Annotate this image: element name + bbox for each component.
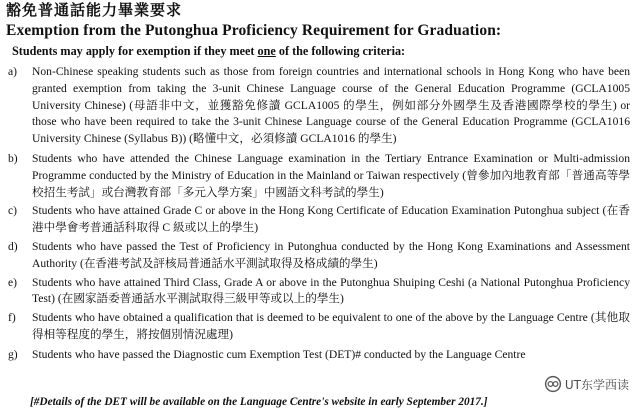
item-text: Non-Chinese speaking students such as those from foreign countries and international schools in Hong Kong who have been granted exemption from taking the 3-unit Chinese Language course of the General Education Programme (GCLA1005 University Chinese) (母語非中文，並獲豁免修讀 GCLA1005 的學生，例如部分外國學生及香港國際學校的學生) or those who have been required to take the 3-unit Chinese Language course of the General Education Programme (GCLA1016 University Chinese (Syllabus B)) (略懂中文，必須修讀 GCLA1016 的學生) (32, 65, 630, 146)
item-marker: d) (8, 239, 18, 253)
watermark-text: UT东学西读 (564, 377, 629, 392)
wechat-watermark (540, 373, 632, 395)
document-title-english: Exemption from the Putonghua Proficiency Requirement for Graduation: (6, 22, 502, 39)
item-text: Students who have passed the Diagnostic cum Exemption Test (DET)# conducted by the Language Centre (32, 347, 526, 361)
wechat-channel-icon (544, 375, 562, 393)
item-marker: g) (8, 347, 18, 361)
item-text: Students who have obtained a qualification that is deemed to be equivalent to one of the above by the Language Centre (其他取得相等程度的學生，將按個別情況處理) (32, 311, 630, 341)
item-text: Students who have attained Third Class, Grade A or above in the Putonghua Shuiping Ceshi (a National Putonghua Proficiency Test) (在國家語委普通話水平測試取得三級甲等或以上的學生) (32, 275, 630, 306)
criteria-intro-after: of the following criteria: (275, 44, 406, 58)
criteria-intro-before: Students may apply for exemption if they meet (12, 44, 258, 58)
criteria-item-b (8, 151, 630, 201)
criteria-item-g (8, 347, 630, 364)
criteria-item-f (8, 310, 630, 344)
item-marker: f) (8, 311, 16, 325)
criteria-list (8, 64, 630, 364)
criteria-item-c (8, 203, 630, 237)
criteria-item-d (8, 239, 630, 273)
item-marker: e) (8, 275, 18, 289)
item-text: Students who have attended the Chinese Language examination in the Tertiary Entrance Examination or Multi-admission Programme conducted by the Ministry of Education in the Mainland or Taiwan respectively (曾參加內地教育部「普通高等學校招生考試」或台灣教育部「多元入學方案」中國語文科考試的學生) (32, 151, 630, 199)
document-title-chinese: 豁免普通話能力畢業要求 (6, 3, 183, 19)
item-marker: a) (8, 65, 18, 78)
criteria-intro-emphasis: one (257, 44, 276, 58)
item-marker: c) (8, 204, 18, 218)
item-text: Students who have passed the Test of Proficiency in Putonghua conducted by the Hong Kong Examinations and Assessment Authority (在香港考試及評核局普通話水平測試取得及格成績的學生) (32, 239, 630, 270)
item-marker: b) (8, 151, 18, 165)
det-footnote: [#Details of the DET will be available on the Language Centre's website in early September 2017.] (30, 396, 488, 408)
criteria-intro (12, 43, 405, 59)
item-text: Students who have attained Grade C or above in the Hong Kong Certificate of Education Examination Putonghua subject (在香港中學會考普通話科取得 C 級或以上的學生) (32, 204, 630, 235)
criteria-item-a (8, 64, 630, 148)
criteria-item-e (8, 275, 630, 309)
